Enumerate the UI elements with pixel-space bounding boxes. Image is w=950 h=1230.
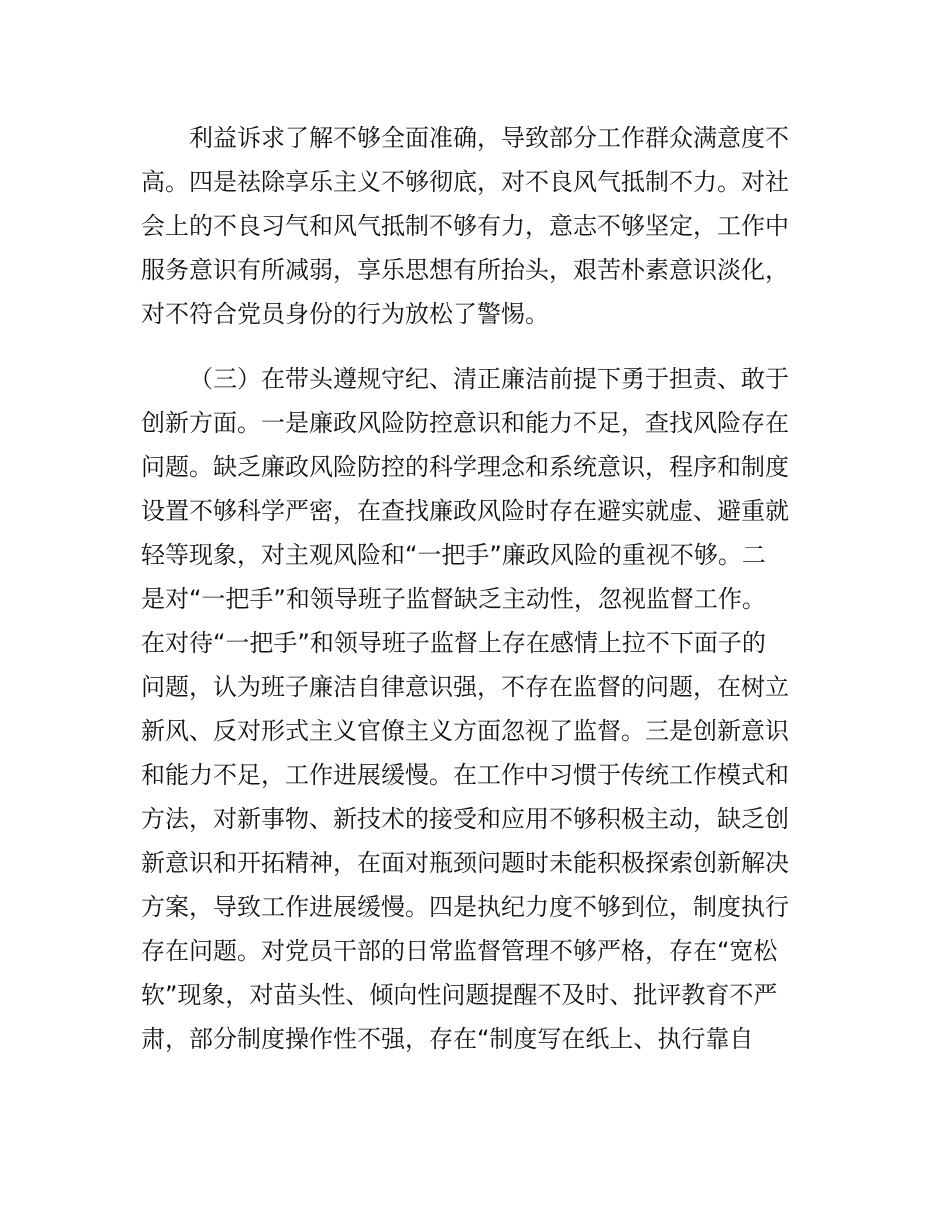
text-line: （三）在带头遵规守纪、清正廉洁前提下勇于担责、敢于	[189, 365, 789, 393]
text-line: 设置不够科学严密，在查找廉政风险时存在避实就虚、避重就	[141, 497, 789, 525]
paragraph-spacer	[141, 336, 813, 357]
text-line: 创新方面。一是廉政风险防控意识和能力不足，查找风险存在	[141, 409, 789, 437]
text-line: 方案，导致工作进展缓慢。四是执纪力度不够到位，制度执行	[141, 893, 789, 921]
paragraph-2	[141, 357, 813, 1061]
text-line: 问题，认为班子廉洁自律意识强，不存在监督的问题，在树立	[141, 673, 789, 701]
text-line: 问题。缺乏廉政风险防控的科学理念和系统意识，程序和制度	[141, 453, 789, 481]
paragraph-1	[141, 116, 813, 336]
text-line: 新意识和开拓精神，在面对瓶颈问题时未能积极探索创新解决	[141, 849, 789, 877]
text-line: 对不符合党员身份的行为放松了警惕。	[141, 300, 549, 328]
text-line: 服务意识有所减弱，享乐思想有所抬头，艰苦朴素意识淡化，	[141, 256, 789, 284]
text-line: 轻等现象，对主观风险和“一把手”廉政风险的重视不够。二	[141, 541, 766, 569]
text-line: 利益诉求了解不够全面准确，导致部分工作群众满意度不	[189, 124, 789, 152]
text-line: 软”现象，对苗头性、倾向性问题提醒不及时、批评教育不严	[141, 981, 778, 1009]
text-line: 和能力不足，工作进展缓慢。在工作中习惯于传统工作模式和	[141, 761, 789, 789]
text-line: 新风、反对形式主义官僚主义方面忽视了监督。三是创新意识	[141, 717, 789, 745]
text-line: 会上的不良习气和风气抵制不够有力，意志不够坚定，工作中	[141, 212, 789, 240]
text-line: 高。四是祛除享乐主义不够彻底，对不良风气抵制不力。对社	[141, 168, 789, 196]
text-line: 在对待“一把手”和领导班子监督上存在感情上拉不下面子的	[141, 629, 766, 657]
document-body	[141, 116, 813, 1061]
text-line: 存在问题。对党员干部的日常监督管理不够严格，存在“宽松	[141, 937, 778, 965]
text-line: 是对“一把手”和领导班子监督缺乏主动性，忽视监督工作。	[141, 585, 766, 613]
text-line: 肃，部分制度操作性不强，存在“制度写在纸上、执行靠自	[141, 1025, 754, 1053]
text-line: 方法，对新事物、新技术的接受和应用不够积极主动，缺乏创	[141, 805, 789, 833]
